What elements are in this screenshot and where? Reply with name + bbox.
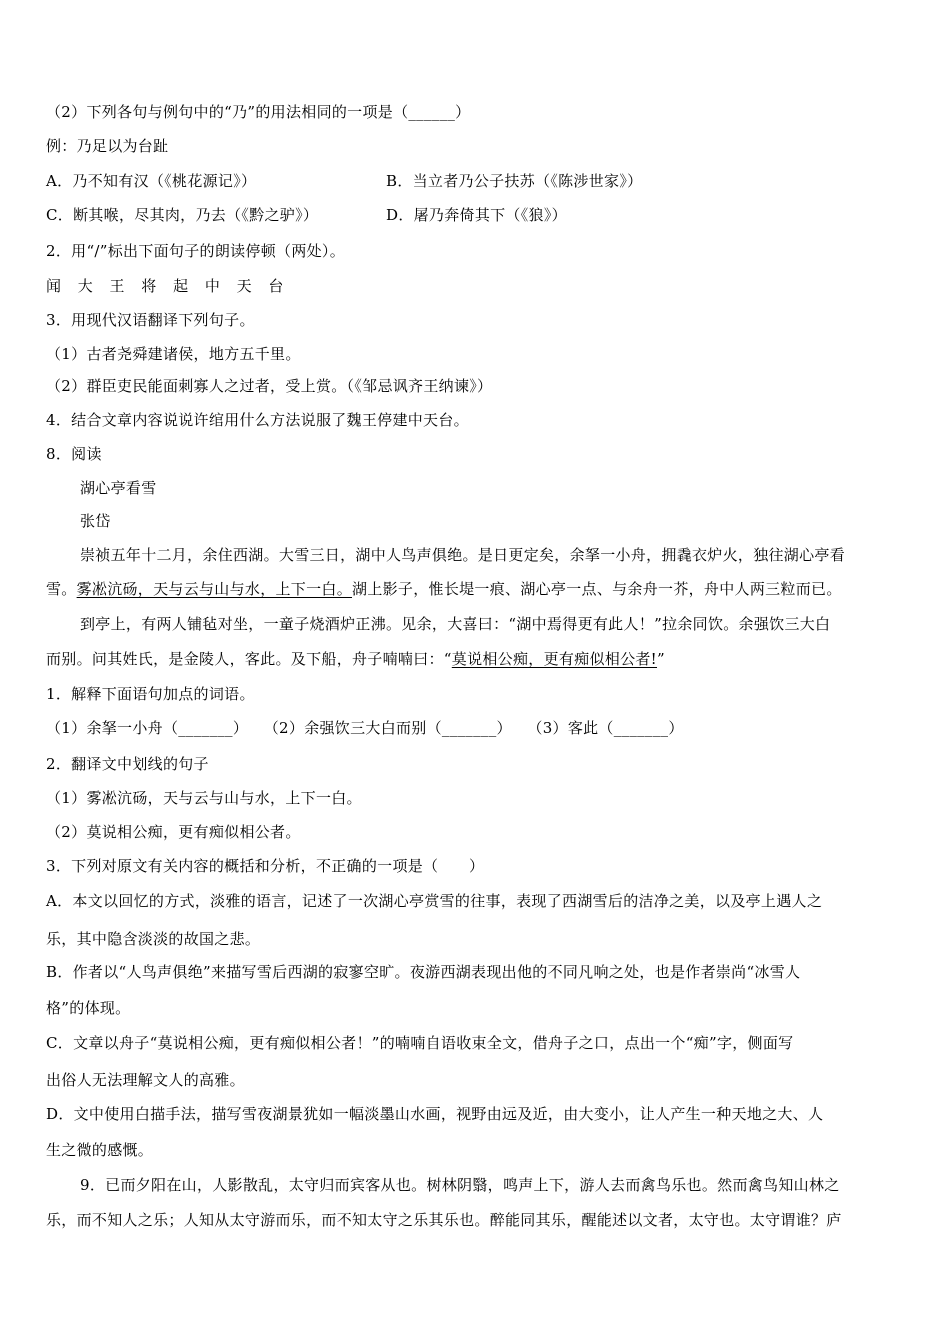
translate-sentence-2: （2）群臣吏民能面刺寡人之过者，受上赏。（《邹忌讽齐王纳谏》） (46, 377, 493, 395)
passage-text: ” (657, 650, 665, 668)
q9-line1: 9．已而夕阳在山，人影散乱，太守归而宾客从也。树林阴翳，鸣声上下，游人去而禽鸟乐也。然而禽鸟知山林之 (80, 1176, 840, 1194)
q8-1-items: （1）余拏一小舟（_______） （2）余强饮三大白而别（_______） （3）客此（_______） (46, 719, 684, 737)
passage-p1-line2 (46, 579, 842, 599)
q8-3-option-d-line1: D．文中使用白描手法，描写雪夜湖景犹如一幅淡墨山水画，视野由远及近，由大变小，让人产生一种天地之大、人 (46, 1105, 824, 1123)
passage-author: 张岱 (80, 512, 111, 530)
q8-3-option-d-line2: 生之微的感慨。 (46, 1141, 154, 1159)
q9-line2: 乐，而不知人之乐；人知从太守游而乐，而不知太守之乐其乐也。醉能同其乐，醒能述以文者，太守也。太守谓谁？庐 (46, 1211, 842, 1229)
passage-p1-line1: 崇祯五年十二月，余住西湖。大雪三日，湖中人鸟声俱绝。是日更定矣，余拏一小舟，拥毳衣炉火，独往湖心亭看 (80, 546, 846, 564)
option-a: A．乃不知有汉（《桃花源记》） (46, 172, 257, 190)
q8-3-option-b-line1: B．作者以“人鸟声俱绝”来描写雪后西湖的寂寥空旷。夜游西湖表现出他的不同凡响之处，也是作者崇尚“冰雪人 (46, 963, 801, 981)
question-text: （2）下列各句与例句中的“乃”的用法相同的一项是（______） (46, 103, 471, 121)
q8-3-option-c-line1: C．文章以舟子“莫说相公痴，更有痴似相公者！”的喃喃自语收束全文，借舟子之口，点出一个“痴”字，侧面写 (46, 1034, 794, 1052)
question-7-4: 4．结合文章内容说说许绾用什么方法说服了魏王停建中天台。 (46, 411, 469, 429)
underlined-sentence-1: 雾凇沆砀，天与云与山与水，上下一白。 (76, 580, 353, 598)
option-d: D．屠乃奔倚其下（《狼》） (386, 206, 567, 224)
passage-text: 雪。 (46, 580, 77, 598)
q8-3-option-b-line2: 格”的体现。 (46, 999, 131, 1017)
q8-2-sentence-1: （1）雾凇沆砀，天与云与山与水，上下一白。 (46, 789, 362, 807)
passage-p2-line1: 到亭上，有两人铺毡对坐，一童子烧酒炉正沸。见余，大喜曰：“湖中焉得更有此人！”拉余同饮。余强饮三大白 (80, 615, 831, 633)
option-c: C．断其喉，尽其肉，乃去（《黔之驴》） (46, 206, 319, 224)
passage-text: 湖上影子，惟长堤一痕、湖心亭一点、与余舟一芥，舟中人两三粒而已。 (352, 580, 842, 598)
passage-p2-line2 (46, 649, 665, 669)
translate-sentence-1: （1）古者尧舜建诸侯，地方五千里。 (46, 345, 301, 363)
translate-title: 3．用现代汉语翻译下列句子。 (46, 311, 255, 329)
q8-1-title: 1．解释下面语句加点的词语。 (46, 685, 255, 703)
pause-question-title: 2．用“/”标出下面句子的朗读停顿（两处）。 (46, 242, 346, 260)
underlined-sentence-2: 莫说相公痴，更有痴似相公者! (451, 650, 658, 668)
q8-3-option-a-line2: 乐，其中隐含淡淡的故国之悲。 (46, 930, 261, 948)
q8-2-title: 2．翻译文中划线的句子 (46, 755, 209, 773)
example-sentence: 例：乃足以为台趾 (46, 137, 169, 155)
q8-3-option-c-line2: 出俗人无法理解文人的高雅。 (46, 1071, 245, 1089)
passage-title: 湖心亭看雪 (80, 479, 157, 497)
q8-2-sentence-2: （2）莫说相公痴，更有痴似相公者。 (46, 823, 301, 841)
passage-text: 而别。问其姓氏，是金陵人，客此。及下船，舟子喃喃曰：“ (46, 650, 452, 668)
pause-sentence: 闻 大 王 将 起 中 天 台 (46, 277, 290, 295)
reading-heading: 8．阅读 (46, 445, 102, 463)
q8-3-title: 3．下列对原文有关内容的概括和分析，不正确的一项是（ ） (46, 857, 485, 875)
option-b: B．当立者乃公子扶苏（《陈涉世家》） (386, 172, 643, 190)
q8-3-option-a-line1: A．本文以回忆的方式，淡雅的语言，记述了一次湖心亭赏雪的往事，表现了西湖雪后的洁净之美，以及亭上遇人之 (46, 892, 823, 910)
